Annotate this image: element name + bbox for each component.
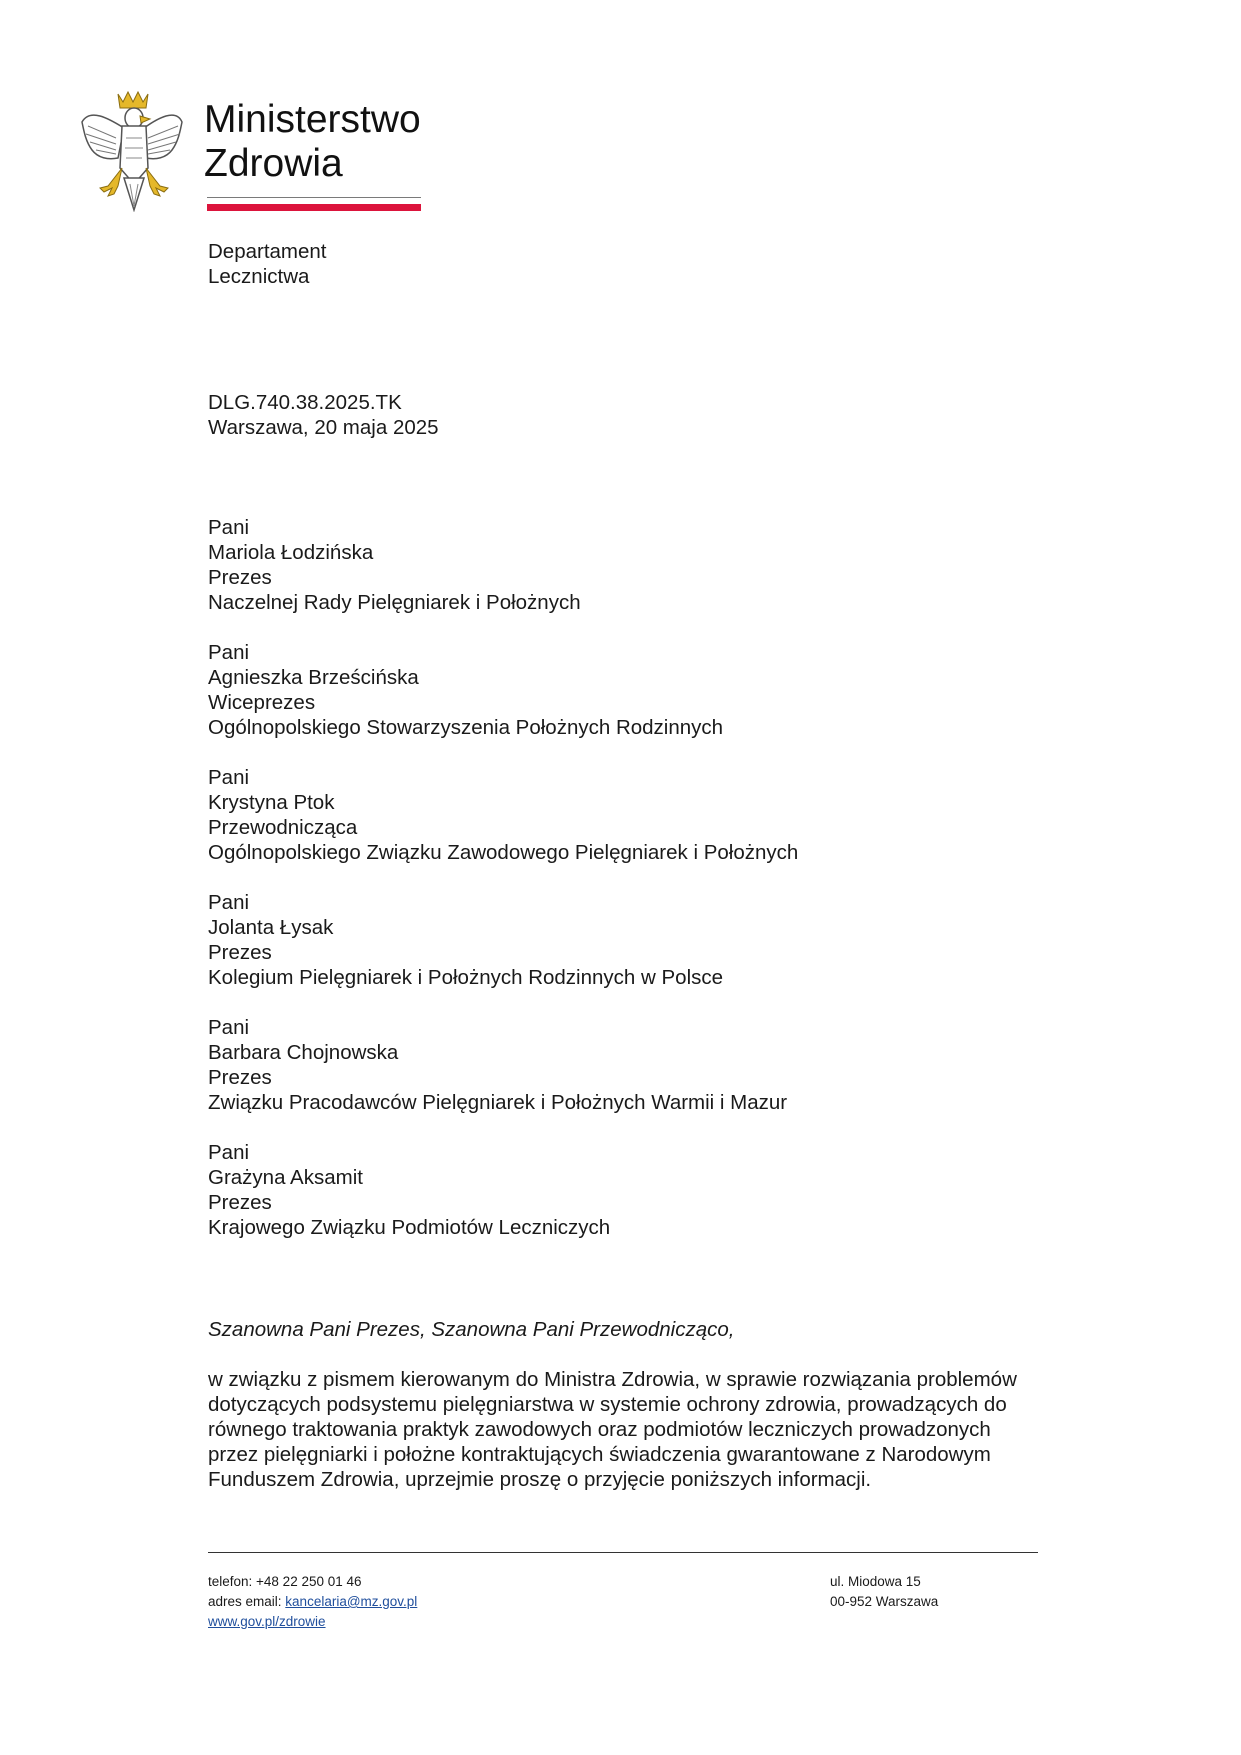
department-line1: Departament bbox=[208, 240, 327, 263]
recipient-name: Agnieszka Brześcińska bbox=[208, 666, 419, 689]
recipients-list bbox=[208, 515, 798, 1265]
salutation-text: Szanowna Pani Prezes, Szanowna Pani Przewodnicząco, bbox=[208, 1318, 735, 1341]
department-line2: Lecznictwa bbox=[208, 265, 310, 288]
body-line: Funduszem Zdrowia, uprzejmie proszę o przyjęcie poniższych informacji. bbox=[208, 1468, 872, 1491]
ministry-name-line1: Ministerstwo bbox=[204, 98, 421, 141]
footer-website-link[interactable]: www.gov.pl/zdrowie bbox=[208, 1614, 326, 1629]
footer-address bbox=[830, 1572, 938, 1612]
body-line: w związku z pismem kierowanym do Ministra Zdrowia, w sprawie rozwiązania problemów bbox=[208, 1368, 1017, 1391]
recipient-title: Pani bbox=[208, 891, 250, 914]
recipient bbox=[208, 515, 798, 615]
recipient-title: Pani bbox=[208, 641, 250, 664]
ministry-name bbox=[204, 98, 421, 186]
flag-divider-gray bbox=[207, 197, 421, 198]
footer-email-label: adres email: bbox=[208, 1594, 286, 1609]
recipient-name: Jolanta Łysak bbox=[208, 916, 334, 939]
recipient bbox=[208, 765, 798, 865]
recipient-organization: Kolegium Pielęgniarek i Położnych Rodzinnych w Polsce bbox=[208, 966, 724, 989]
recipient bbox=[208, 1140, 798, 1240]
salutation bbox=[208, 1317, 734, 1342]
footer-email-link[interactable]: kancelaria@mz.gov.pl bbox=[285, 1594, 418, 1609]
footer-divider bbox=[208, 1552, 1038, 1553]
recipient-position: Prezes bbox=[208, 1191, 272, 1214]
ministry-name-line2: Zdrowia bbox=[204, 142, 343, 185]
flag-divider-red bbox=[207, 204, 421, 211]
recipient bbox=[208, 640, 798, 740]
recipient-organization: Związku Pracodawców Pielęgniarek i Położnych Warmii i Mazur bbox=[208, 1091, 788, 1114]
recipient-position: Prezes bbox=[208, 566, 272, 589]
recipient-title: Pani bbox=[208, 516, 250, 539]
recipient-organization: Krajowego Związku Podmiotów Leczniczych bbox=[208, 1216, 611, 1239]
recipient-organization: Ogólnopolskiego Stowarzyszenia Położnych Rodzinnych bbox=[208, 716, 724, 739]
place-date: Warszawa, 20 maja 2025 bbox=[208, 416, 439, 439]
body-line: dotyczących podsystemu pielęgniarstwa w systemie ochrony zdrowia, prowadzących do bbox=[208, 1393, 1007, 1416]
recipient-position: Wiceprezes bbox=[208, 691, 316, 714]
recipient-name: Krystyna Ptok bbox=[208, 791, 335, 814]
footer-email-row bbox=[208, 1592, 417, 1612]
letter-body bbox=[208, 1367, 1048, 1492]
recipient-title: Pani bbox=[208, 1141, 250, 1164]
recipient-position: Prezes bbox=[208, 1066, 272, 1089]
recipient-title: Pani bbox=[208, 1016, 250, 1039]
recipient-name: Barbara Chojnowska bbox=[208, 1041, 399, 1064]
footer-phone: telefon: +48 22 250 01 46 bbox=[208, 1574, 362, 1589]
body-line: przez pielęgniarki i położne kontraktujących świadczenia gwarantowane z Narodowym bbox=[208, 1443, 991, 1466]
recipient-organization: Ogólnopolskiego Związku Zawodowego Pielęgniarek i Położnych bbox=[208, 841, 799, 864]
department-block bbox=[208, 239, 327, 289]
polish-white-eagle-icon bbox=[78, 88, 184, 212]
footer-address-line2: 00-952 Warszawa bbox=[830, 1594, 939, 1609]
recipient-position: Przewodnicząca bbox=[208, 816, 358, 839]
body-line: równego traktowania praktyk zawodowych oraz podmiotów leczniczych prowadzonych bbox=[208, 1418, 991, 1441]
recipient bbox=[208, 1015, 798, 1115]
recipient-name: Grażyna Aksamit bbox=[208, 1166, 363, 1189]
recipient-position: Prezes bbox=[208, 941, 272, 964]
reference-block bbox=[208, 390, 439, 440]
reference-number: DLG.740.38.2025.TK bbox=[208, 391, 402, 414]
recipient bbox=[208, 890, 798, 990]
footer-address-line1: ul. Miodowa 15 bbox=[830, 1574, 921, 1589]
footer-contact bbox=[208, 1572, 417, 1632]
recipient-title: Pani bbox=[208, 766, 250, 789]
recipient-name: Mariola Łodzińska bbox=[208, 541, 374, 564]
recipient-organization: Naczelnej Rady Pielęgniarek i Położnych bbox=[208, 591, 581, 614]
